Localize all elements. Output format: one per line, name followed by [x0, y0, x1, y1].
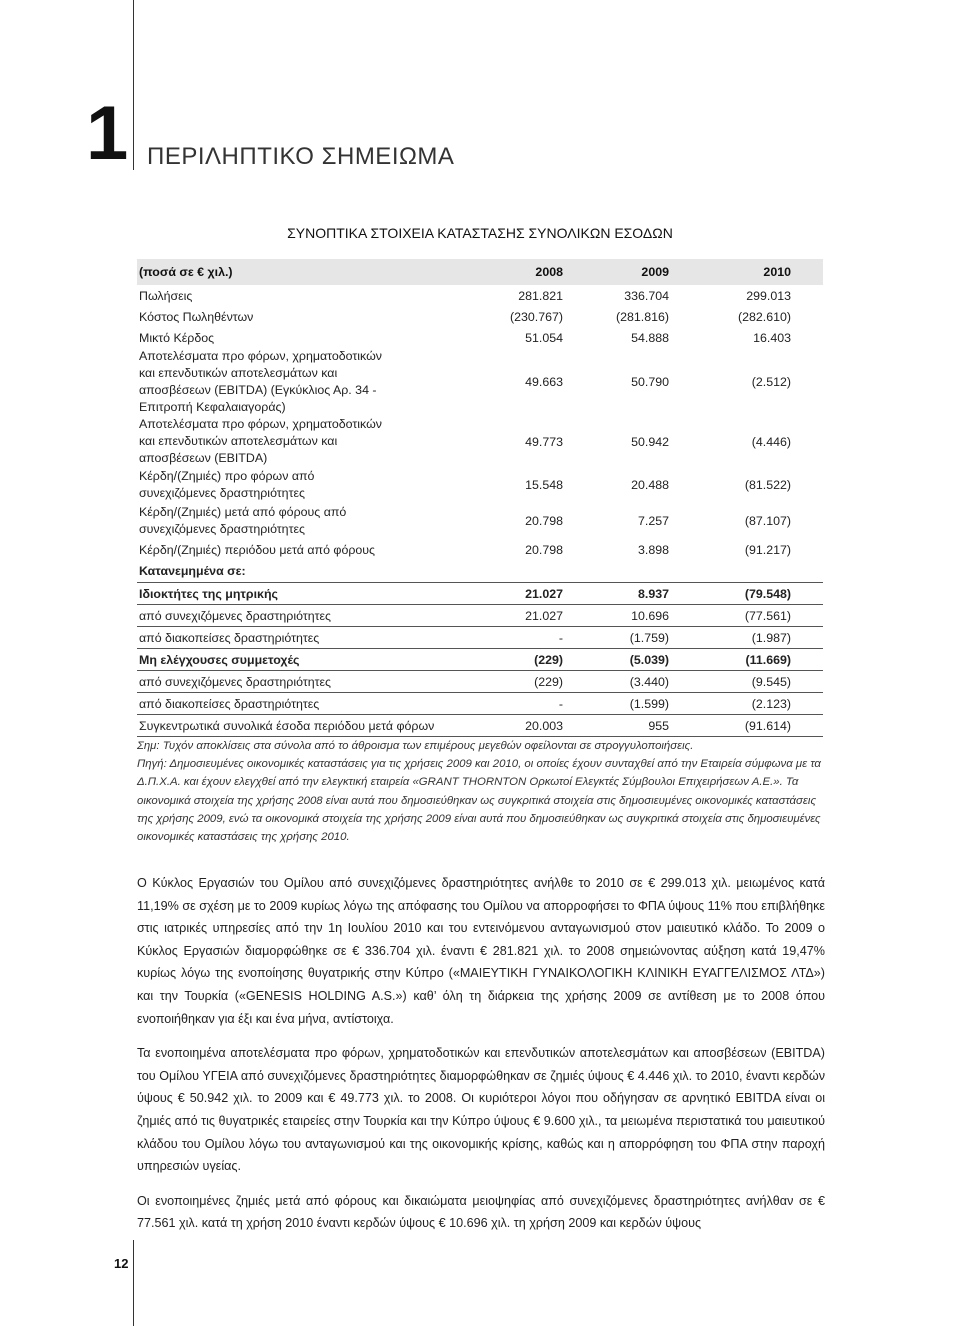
value-2010: (4.446): [751, 434, 791, 449]
value-2010: (81.522): [744, 478, 791, 492]
value-2009: (281.816): [615, 309, 669, 324]
value-2010: (11.669): [679, 649, 823, 671]
row-label: Κέρδη/(Ζημιές) μετά από φόρους από συνεχιζόμενες δραστηριότητες: [139, 505, 347, 536]
row-label: Μικτό Κέρδος: [139, 330, 215, 345]
row-label: Μη ελέγχουσες συμμετοχές: [137, 649, 491, 671]
row-label: Κέρδη/(Ζημιές) περιόδου μετά από φόρους: [139, 542, 376, 557]
row-label: από διακοπείσες δραστηριότητες: [137, 627, 491, 649]
table-row: [137, 605, 823, 627]
header-year-2010: 2010: [679, 259, 823, 285]
chapter-rule: [133, 0, 134, 170]
value-2009: 955: [577, 715, 679, 737]
value-2008: -: [491, 693, 577, 715]
value-2008: 21.027: [491, 583, 577, 605]
row-label: Κόστος Πωληθέντων: [139, 309, 254, 324]
table-section-row: [137, 560, 823, 583]
row-label: από συνεχιζόμενες δραστηριότητες: [137, 605, 491, 627]
table-row: [137, 503, 823, 539]
value-2009: 50.790: [631, 375, 669, 389]
financial-table: [137, 259, 823, 737]
chapter-number: 1: [86, 91, 125, 176]
value-2010: (1.987): [679, 627, 823, 649]
value-2008: (230.767): [509, 309, 563, 324]
table-row: [137, 627, 823, 649]
source-note: Πηγή: Δημοσιευμένες οικονομικές καταστάσεις για τις χρήσεις 2009 και 2010, οι οποίες έχουν συνταχθεί από την Εταιρεία σύμφωνα με τα Δ.Π.Χ.Α. και έχουν ελεγχθεί από την ελεγκτική εταιρεία «GRANT THORNTON Ορκωτοί Ελεγκτές Σύμβουλοι Επιχειρήσεων Α.Ε.». Τα οικονομικά στοιχεία της χρήσης 2008 είναι αυτά που δημοσιεύθηκαν ως συγκριτικά στοιχεία στις δημοσιευμένες οικονομικές καταστάσεις της χρήσης 2009, ενώ τα οικονομικά στοιχεία της χρήσης 2009 είναι αυτά που δημοσιεύθηκαν ως συγκριτικά στοιχεία στις δημοσιευμένες οικονομικές καταστάσεις της χρήσης 2010.: [137, 758, 821, 844]
table-row: [137, 306, 823, 327]
value-2010: 299.013: [746, 288, 791, 303]
paragraph: Τα ενοποιημένα αποτελέσματα προ φόρων, χρηματοδοτικών και επενδυτικών αποτελεσμάτων και αποσβέσεων (EBITDA) του Ομίλου ΥΓΕΙΑ από συνεχιζόμενες δραστηριότητες διαμορφώθηκαν σε ζημιές ύψους € 4.446 χιλ. το 2010, έναντι κερδών ύψους € 50.942 χιλ. το 2009 και € 49.773 χιλ. το 2008. Οι κυριότεροι λόγοι που οδήγησαν σε αρνητικό EBITDA είναι οι ζημιές από τις θυγατρικές εταιρείες στην Τουρκία και την Κύπρο ύψους € 9.600 χιλ., τα μειωμένα περιστατικά του μαιευτικού κλάδου του Ομίλου λόγω του ανταγωνισμού και της οικονομικής κρίσης, καθώς και η απορρόφηση του ΦΠΑ στην παροχή υπηρεσιών υγείας.: [137, 1046, 825, 1174]
value-2009: 7.257: [637, 514, 669, 528]
value-2010: (91.217): [744, 542, 791, 557]
value-2010: (77.561): [679, 605, 823, 627]
row-label: από διακοπείσες δραστηριότητες: [137, 693, 491, 715]
value-2009: 54.888: [631, 330, 669, 345]
value-2010: (282.610): [737, 309, 791, 324]
table-header-row: [137, 259, 823, 285]
value-2009: 50.942: [631, 434, 669, 449]
value-2008: 51.054: [525, 330, 563, 345]
header-label: (ποσά σε € χιλ.): [137, 259, 491, 285]
value-2010: (87.107): [744, 514, 791, 528]
table-row: [137, 693, 823, 715]
value-2009: 8.937: [577, 583, 679, 605]
header-year-2009: 2009: [577, 259, 679, 285]
value-2010: (2.123): [679, 693, 823, 715]
value-2009: (3.440): [577, 671, 679, 693]
table-row: [137, 467, 823, 503]
body-text: [137, 872, 825, 1247]
value-2010: (91.614): [679, 715, 823, 737]
value-2010: (79.548): [679, 583, 823, 605]
value-2008: (229): [491, 649, 577, 671]
value-2008: 15.548: [525, 478, 563, 492]
value-2008: 49.773: [525, 434, 563, 449]
value-2009: (5.039): [577, 649, 679, 671]
value-2009: (1.599): [577, 693, 679, 715]
row-label: από συνεχιζόμενες δραστηριότητες: [137, 671, 491, 693]
value-2008: 20.798: [525, 514, 563, 528]
value-2008: 21.027: [491, 605, 577, 627]
value-2008: 281.821: [518, 288, 563, 303]
value-2008: 20.798: [525, 542, 563, 557]
table-row: [137, 327, 823, 348]
table-row: [137, 671, 823, 693]
row-label: Αποτελέσματα προ φόρων, χρηματοδοτικών και επενδυτικών αποτελεσμάτων και αποσβέσεων (EBITDA) (Εγκύκλιος Αρ. 34 - Επιτροπή Κεφαλαιαγοράς): [139, 349, 382, 414]
row-label: Πωλήσεις: [139, 288, 193, 303]
table-row: [137, 416, 823, 467]
value-2008: 49.663: [525, 375, 563, 389]
section-label: Κατανεμημένα σε:: [137, 560, 823, 583]
table-row: [137, 285, 823, 306]
header-year-2008: 2008: [491, 259, 577, 285]
rounding-note: Σημ: Τυχόν αποκλίσεις στα σύνολα από το άθροισμα των επιμέρους μεγεθών οφείλονται σε στρογγυλοποιήσεις.: [137, 740, 694, 752]
value-2009: (1.759): [577, 627, 679, 649]
value-2008: 20.003: [491, 715, 577, 737]
value-2009: 336.704: [624, 288, 669, 303]
table-row: [137, 583, 823, 605]
value-2008: -: [491, 627, 577, 649]
page-number: 12: [114, 1256, 129, 1271]
table-row: [137, 539, 823, 560]
value-2009: 20.488: [631, 478, 669, 492]
footer-rule: [133, 1240, 134, 1326]
value-2010: 16.403: [753, 330, 791, 345]
table-row: [137, 348, 823, 416]
table-notes: [137, 737, 827, 846]
table-row: [137, 715, 823, 737]
paragraph: Οι ενοποιημένες ζημιές μετά από φόρους και δικαιώματα μειοψηφίας από συνεχιζόμενες δραστηριότητες ανήλθαν σε € 77.561 χιλ. κατά τη χρήση 2010 έναντι κερδών ύψους € 10.696 χιλ. τη χρήση 2009 και κερδών ύψους: [137, 1193, 825, 1231]
value-2008: (229): [491, 671, 577, 693]
row-label: Ιδιοκτήτες της μητρικής: [137, 583, 491, 605]
row-label: Αποτελέσματα προ φόρων, χρηματοδοτικών και επενδυτικών αποτελεσμάτων και αποσβέσεων (EBITDA): [139, 417, 382, 465]
value-2010: (9.545): [679, 671, 823, 693]
table-title: ΣΥΝΟΠΤΙΚΑ ΣΤΟΙΧΕΙΑ ΚΑΤΑΣΤΑΣΗΣ ΣΥΝΟΛΙΚΩΝ ΕΣΟΔΩΝ: [287, 225, 673, 241]
value-2009: 10.696: [577, 605, 679, 627]
value-2009: 3.898: [637, 542, 669, 557]
paragraph: Ο Κύκλος Εργασιών του Ομίλου από συνεχιζόμενες δραστηριότητες ανήλθε το 2010 σε € 299.013 χιλ. μειωμένος κατά 11,19% σε σχέση με το 2009 κυρίως λόγω της απόφασης του Ομίλου να απορροφήσει το ΦΠΑ ύψους 11% που επιβλήθηκε στις ιατρικές υπηρεσίες από την 1η Ιουλίου 2010 και του εντεινόμενου ανταγωνισμού στον μαιευτικό κλάδο. Το 2009 ο Κύκλος Εργασιών διαμορφώθηκε σε € 336.704 χιλ. έναντι € 281.821 χιλ. το 2008 σημειώνοντας αύξηση κατά 19,47% κυρίως λόγω της ενοποίησης θυγατρικής στην Κύπρο («ΜΑΙΕΥΤΙΚΗ ΓΥΝΑΙΚΟΛΟΓΙΚΗ ΚΛΙΝΙΚΗ ΕΥΑΓΓΕΛΙΣΜΟΣ ΛΤΔ») και την Τουρκία («GENESIS HOLDING A.S.») καθ’ όλη τη διάρκεια της χρήσης 2009 σε αντίθεση με το 2008 όπου ενοποιήθηκαν για έξι και ένα μήνα, αντίστοιχα.: [137, 876, 825, 1026]
row-label: Συγκεντρωτικά συνολικά έσοδα περιόδου μετά φόρων: [137, 715, 491, 737]
value-2010: (2.512): [751, 375, 791, 389]
chapter-title: ΠΕΡΙΛΗΠΤΙΚΟ ΣΗΜΕΙΩΜΑ: [147, 143, 455, 170]
table-row: [137, 649, 823, 671]
row-label: Κέρδη/(Ζημιές) προ φόρων από συνεχιζόμενες δραστηριότητες: [139, 469, 315, 500]
